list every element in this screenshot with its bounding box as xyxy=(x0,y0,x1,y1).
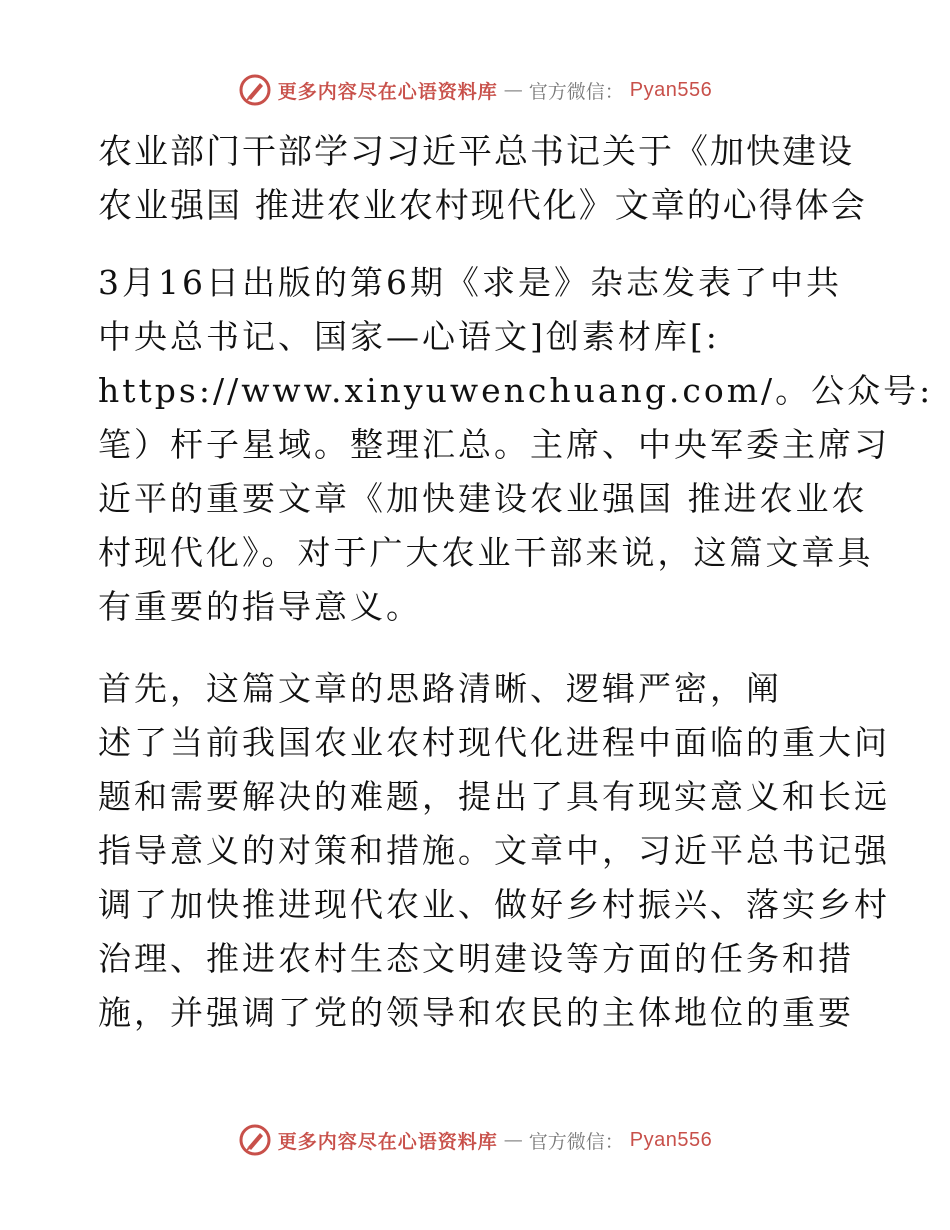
text-line: 治理、推进农村生态文明建设等方面的任务和措 xyxy=(98,939,854,978)
text-line: 首先，这篇文章的思路清晰、逻辑严密，阐 xyxy=(98,669,782,708)
footer-separator: — xyxy=(503,1129,523,1151)
header-channel-label: 官方微信： xyxy=(528,80,624,103)
text-line: 题和需要解决的难题，提出了具有现实意义和长远 xyxy=(98,777,890,816)
footer-watermark-banner xyxy=(0,1120,950,1160)
header-watermark-banner xyxy=(0,70,950,110)
footer-channel-label: 官方微信： xyxy=(528,1130,624,1153)
text-line: 有重要的指导意义。 xyxy=(98,587,422,626)
header-wechat-handle: Pyan556 xyxy=(629,78,713,101)
text-line: 村现代化》。对于广大农业干部来说，这篇文章具 xyxy=(98,533,874,572)
footer-brand-text: 更多内容尽在心语资料库 xyxy=(277,1130,498,1153)
brand-logo-icon xyxy=(238,1123,272,1157)
footer-wechat-handle: Pyan556 xyxy=(629,1128,713,1151)
title-line: 农业强国 推进农业农村现代化》文章的心得体会 xyxy=(98,186,867,226)
document-title xyxy=(98,125,867,233)
text-line: 3月16日出版的第6期《求是》杂志发表了中共 xyxy=(98,263,842,302)
header-brand-text: 更多内容尽在心语资料库 xyxy=(277,80,498,103)
brand-logo-icon xyxy=(238,73,272,107)
paragraph-2 xyxy=(98,662,890,1040)
title-line: 农业部门干部学习习近平总书记关于《加快建设 xyxy=(98,132,854,172)
text-line: 述了当前我国农业农村现代化进程中面临的重大问 xyxy=(98,723,890,762)
text-line: 中央总书记、国家—心语文]创素材库[: xyxy=(98,317,720,356)
text-line: 近平的重要文章《加快建设农业强国 推进农业农 xyxy=(98,479,868,518)
text-line: 笔）杆子星域。整理汇总。主席、中央军委主席习 xyxy=(98,425,890,464)
text-line: https://www.xinyuwenchuang.com/。公众号: xyxy=(98,371,934,410)
paragraph-1 xyxy=(98,256,934,634)
header-separator: — xyxy=(503,79,523,101)
document-body xyxy=(98,256,934,1040)
text-line: 调了加快推进现代农业、做好乡村振兴、落实乡村 xyxy=(98,885,890,924)
text-line: 指导意义的对策和措施。文章中，习近平总书记强 xyxy=(98,831,890,870)
text-line: 施，并强调了党的领导和农民的主体地位的重要 xyxy=(98,993,854,1032)
